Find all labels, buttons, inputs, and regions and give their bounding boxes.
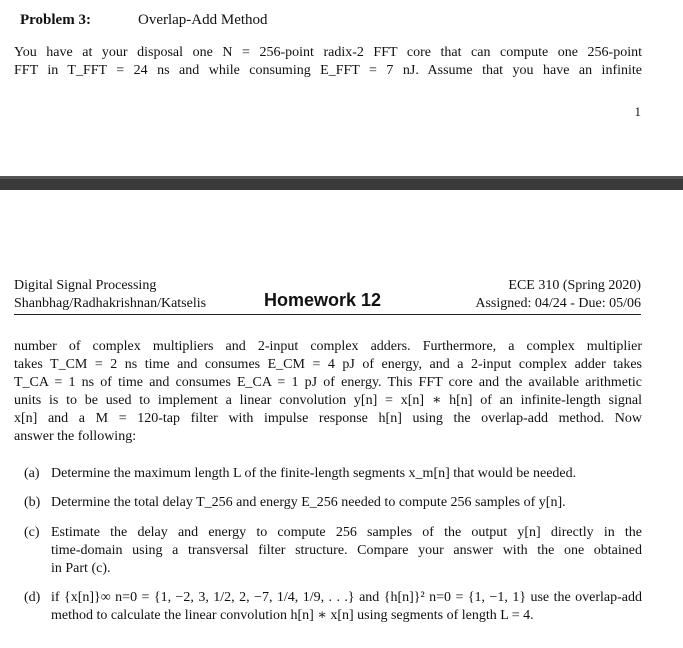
question-line: Estimate the delay and energy to compute 256 samples of the output y[n] directly in the bbox=[51, 525, 642, 540]
question-body bbox=[51, 494, 642, 512]
continuation-line-1: number of complex multipliers and 2-input complex adders. Furthermore, a complex multiplier bbox=[14, 339, 642, 354]
authors: Shanbhag/Radhakrishnan/Katselis bbox=[14, 296, 207, 311]
problem-heading bbox=[20, 12, 268, 29]
question-line: if {x[n]}∞ n=0 = {1, −2, 3, 1/2, 2, −7, 1/4, 1/9, . . .} and {h[n]}² n=0 = {1, −1, 1} use the overlap-add bbox=[51, 590, 642, 605]
course-name: Digital Signal Processing bbox=[14, 278, 157, 293]
question-label: (b) bbox=[24, 495, 41, 510]
page-number: 1 bbox=[634, 104, 641, 119]
continuation-line-6: answer the following: bbox=[14, 429, 137, 444]
intro-line-1: You have at your disposal one N = 256-point radix-2 FFT core that can compute one 256-point bbox=[14, 45, 642, 60]
header-rule bbox=[14, 314, 641, 315]
intro-line-2: FFT in T_FFT = 24 ns and while consuming E_FFT = 7 nJ. Assume that you have an infinite bbox=[14, 63, 642, 78]
header-right bbox=[475, 277, 641, 313]
continuation-paragraph bbox=[14, 338, 642, 446]
question-label: (c) bbox=[24, 525, 40, 540]
question-line: Determine the total delay T_256 and energy E_256 needed to compute 256 samples of y[n]. bbox=[51, 495, 566, 510]
question-line: Determine the maximum length L of the finite-length segments x_m[n] that would be needed. bbox=[51, 466, 577, 481]
continuation-line-4: units is to be used to implement a linear convolution y[n] = x[n] ∗ h[n] of an infinite-length signal bbox=[14, 393, 642, 408]
continuation-line-3: T_CA = 1 ns of time and consumes E_CA = 1 pJ of energy. This FFT core and the available arithmetic bbox=[14, 375, 642, 390]
question-body bbox=[51, 589, 642, 625]
due-dates: Assigned: 04/24 - Due: 05/06 bbox=[475, 296, 641, 311]
homework-title: Homework 12 bbox=[264, 290, 382, 310]
page-divider bbox=[0, 176, 683, 190]
question-line: method to calculate the linear convolution h[n] ∗ x[n] using segments of length L = 4. bbox=[51, 608, 534, 623]
previous-page-bottom bbox=[0, 0, 683, 176]
continuation-line-2: takes T_CM = 2 ns time and consumes E_CM = 4 pJ of energy, and a 2-input complex adder takes bbox=[14, 357, 642, 372]
question-label: (d) bbox=[24, 590, 41, 605]
question-label: (a) bbox=[24, 466, 40, 481]
question-body bbox=[51, 465, 642, 483]
problem-intro bbox=[14, 44, 642, 80]
question-line: in Part (c). bbox=[51, 561, 111, 576]
course-code: ECE 310 (Spring 2020) bbox=[508, 278, 641, 293]
question-line: time-domain using a transversal filter structure. Compare your answer with the one obtained bbox=[51, 543, 642, 558]
header-left bbox=[14, 277, 206, 313]
problem-number: Problem 3: bbox=[20, 12, 91, 28]
continuation-line-5: x[n] and a M = 120-tap filter with impulse response h[n] using the overlap-add method. Now bbox=[14, 411, 642, 426]
problem-title: Overlap-Add Method bbox=[138, 12, 268, 28]
question-body bbox=[51, 524, 642, 578]
